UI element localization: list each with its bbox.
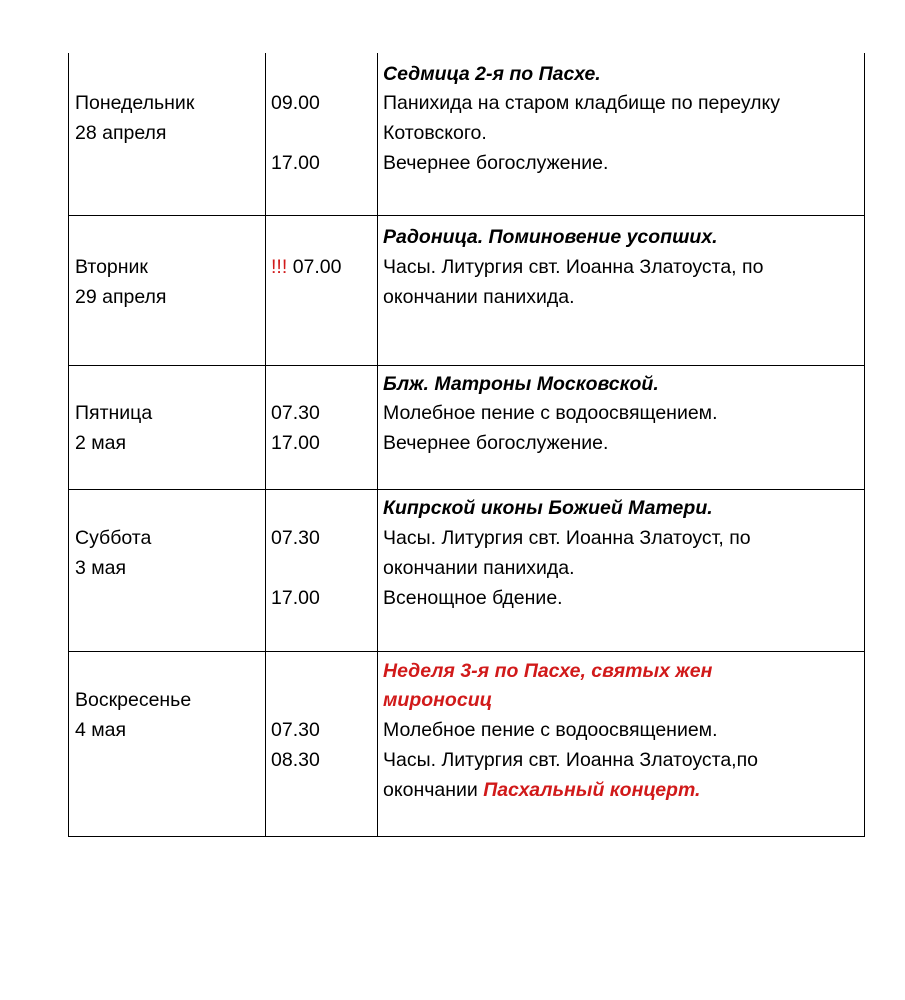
service-line: Молебное пение с водоосвящением. xyxy=(383,719,718,741)
service-line-with-highlight xyxy=(383,775,700,805)
service-time: 17.00 xyxy=(271,432,320,454)
service-time: 07.30 xyxy=(271,719,320,741)
service-time: 07.30 xyxy=(271,402,320,424)
row-divider xyxy=(69,489,864,490)
service-line: окончании панихида. xyxy=(383,557,575,579)
day-date: 28 апреля xyxy=(75,122,167,144)
feast-title: Блж. Матроны Московской. xyxy=(383,373,659,395)
service-time: 09.00 xyxy=(271,92,320,114)
feast-title-red: Неделя 3-я по Пасхе, святых жен xyxy=(383,660,713,682)
row-divider xyxy=(69,651,864,652)
service-line: Часы. Литургия свт. Иоанна Златоуста, по xyxy=(383,256,764,278)
day-name: Понедельник xyxy=(75,92,195,114)
concert-highlight: Пасхальный концерт. xyxy=(483,779,701,801)
service-line: Молебное пение с водоосвящением. xyxy=(383,402,718,424)
day-date: 3 мая xyxy=(75,557,127,579)
service-line: Панихида на старом кладбище по переулку xyxy=(383,92,781,114)
alert-mark: !!! xyxy=(271,256,288,278)
schedule-table xyxy=(68,53,865,837)
day-name: Суббота xyxy=(75,527,152,549)
feast-title-red: мироносиц xyxy=(383,689,493,711)
column-divider-time-service xyxy=(377,53,378,836)
feast-title: Кипрской иконы Божией Матери. xyxy=(383,497,713,519)
service-time: 07.30 xyxy=(271,527,320,549)
column-divider-day-time xyxy=(265,53,266,836)
service-line: Котовского. xyxy=(383,122,487,144)
service-line: Вечернее богослужение. xyxy=(383,152,609,174)
day-name: Вторник xyxy=(75,256,148,278)
day-date: 4 мая xyxy=(75,719,127,741)
service-line: Всенощное бдение. xyxy=(383,587,563,609)
day-name: Воскресенье xyxy=(75,689,192,711)
feast-title: Седмица 2-я по Пасхе. xyxy=(383,63,601,85)
service-line: Часы. Литургия свт. Иоанна Златоуста,по xyxy=(383,749,759,771)
service-time: 07.00 xyxy=(292,256,342,278)
feast-title: Радоница. Поминовение усопших. xyxy=(383,226,718,248)
row-divider xyxy=(69,365,864,366)
row-divider xyxy=(69,215,864,216)
service-line: Вечернее богослужение. xyxy=(383,432,609,454)
day-name: Пятница xyxy=(75,402,153,424)
day-date: 2 мая xyxy=(75,432,127,454)
service-time: 17.00 xyxy=(271,587,320,609)
service-line-prefix: окончании xyxy=(383,779,484,801)
service-line: окончании панихида. xyxy=(383,286,575,308)
service-time: 17.00 xyxy=(271,152,320,174)
service-line: Часы. Литургия свт. Иоанна Златоуст, по xyxy=(383,527,751,549)
service-time: 08.30 xyxy=(271,749,320,771)
day-date: 29 апреля xyxy=(75,286,167,308)
service-time-with-alert xyxy=(271,252,342,282)
